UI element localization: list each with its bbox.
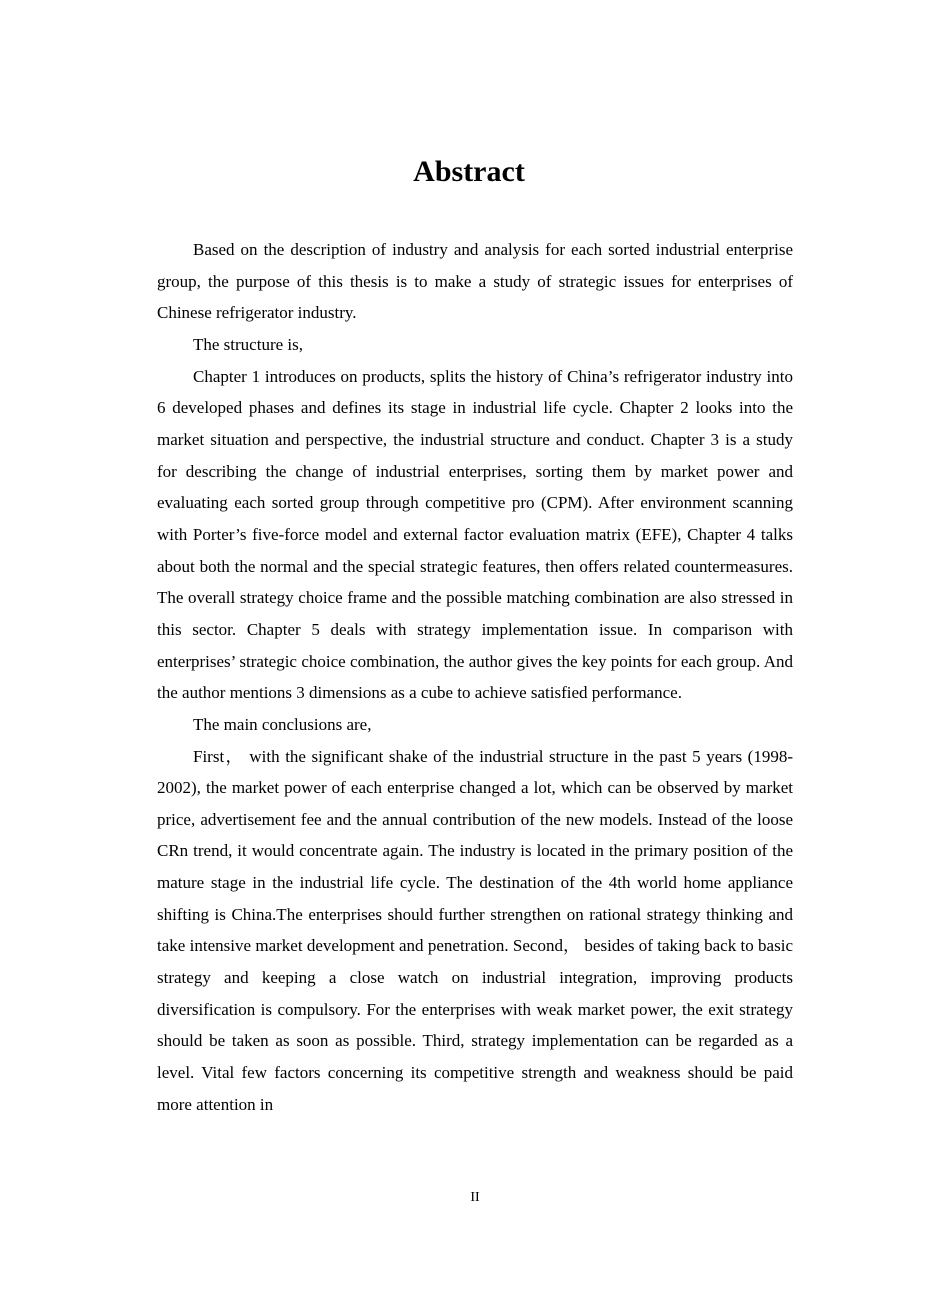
paragraph-conclusions-heading: The main conclusions are, — [193, 714, 372, 734]
paragraph-conclusions: First， with the significant shake of the industrial structure in the past 5 years (1998-2002), the market power of each enterprise changed a lot, which can be observed by market price, advertisement fee and the annual contribution of the new models. Instead of the loose CRn trend, it would concentrate again. The industry is located in the primary position of the mature stage in the industrial life cycle. The destination of the 4th world home appliance shifting is China.The enterprises should further strengthen on rational strategy thinking and take intensive market development and penetration. Second， besides of taking back to basic strategy and keeping a close watch on industrial integration, improving products diversification is compulsory. For the enterprises with weak market power, the exit strategy should be taken as soon as possible. Third, strategy implementation can be regarded as a level. Vital few factors concerning its competitive strength and weakness should be paid more attention in — [157, 746, 793, 1114]
paragraph-structure-heading: The structure is, — [193, 334, 303, 354]
paragraph-chapters: Chapter 1 introduces on products, splits the history of China’s refrigerator industry into 6 developed phases and defines its stage in industrial life cycle. Chapter 2 looks into the market situation and perspective, the industrial structure and conduct. Chapter 3 is a study for describing the change of industrial enterprises, sorting them by market power and evaluating each sorted group through competitive pro (CPM). After environment scanning with Porter’s five-force model and external factor evaluation matrix (EFE), Chapter 4 talks about both the normal and the special strategic features, then offers related countermeasures. The overall strategy choice frame and the possible matching combination are also stressed in this sector. Chapter 5 deals with strategy implementation issue. In comparison with enterprises’ strategic choice combination, the author gives the key points for each group. And the author mentions 3 dimensions as a cube to achieve satisfied performance. — [157, 366, 793, 703]
page-title: Abstract — [413, 155, 525, 188]
abstract-body — [157, 234, 793, 1120]
paragraph-intro: Based on the description of industry and analysis for each sorted industrial enterprise group, the purpose of this thesis is to make a study of strategic issues for enterprises of Chinese refrigerator industry. — [157, 240, 793, 323]
page-number: II — [470, 1190, 480, 1205]
